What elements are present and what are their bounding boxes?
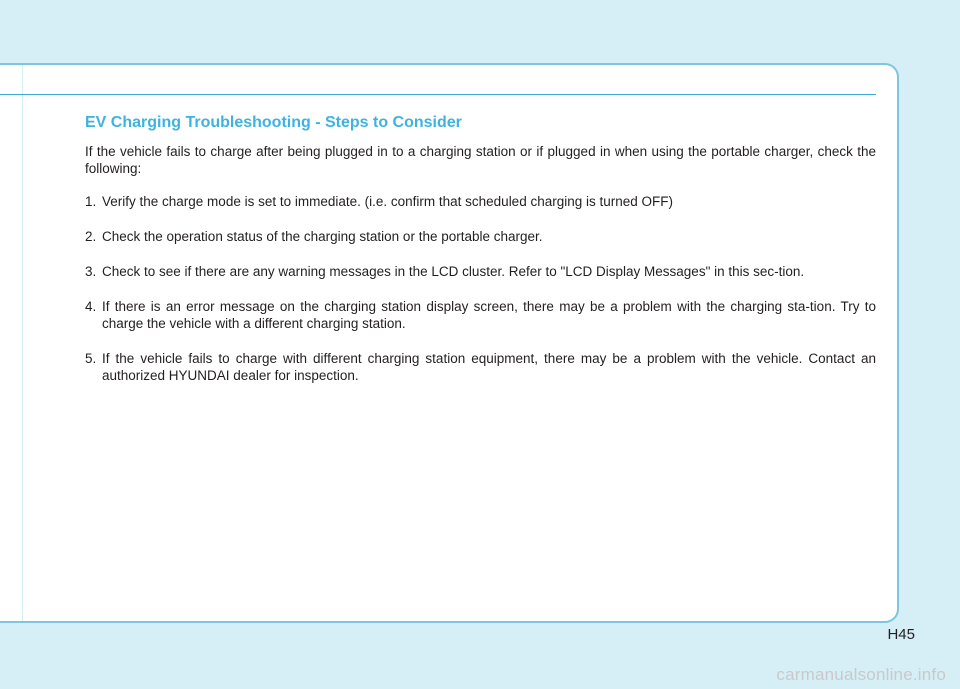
step-text: Check the operation status of the charging station or the portable charger. bbox=[102, 229, 543, 244]
intro-paragraph: If the vehicle fails to charge after being plugged in to a charging station or if plugged in when using the portable charger, check the following: bbox=[85, 144, 876, 176]
page-number: H45 bbox=[887, 626, 915, 643]
step-item bbox=[85, 298, 876, 332]
step-text: Check to see if there are any warning messages in the LCD cluster. Refer to "LCD Display Messages" in this sec-tion. bbox=[102, 264, 805, 279]
step-number: 2. bbox=[85, 229, 97, 244]
step-number: 5. bbox=[85, 351, 97, 366]
step-number: 3. bbox=[85, 264, 97, 279]
margin-line bbox=[22, 65, 23, 621]
step-text: Verify the charge mode is set to immediate. (i.e. confirm that scheduled charging is turned OFF) bbox=[102, 194, 674, 209]
steps-list bbox=[85, 193, 876, 384]
step-item bbox=[85, 228, 876, 245]
step-text: If there is an error message on the charging station display screen, there may be a problem with the charging sta-tion. Try to charge the vehicle with a different charging station. bbox=[102, 299, 876, 331]
watermark: carmanualsonline.info bbox=[776, 665, 946, 684]
step-item bbox=[85, 350, 876, 384]
content-panel bbox=[0, 63, 899, 623]
header-rule bbox=[0, 94, 876, 95]
section-content bbox=[85, 114, 876, 402]
step-item bbox=[85, 263, 876, 280]
step-item bbox=[85, 193, 876, 210]
step-text: If the vehicle fails to charge with different charging station equipment, there may be a problem with the vehicle. Contact an authorized HYUNDAI dealer for inspection. bbox=[102, 351, 876, 383]
section-title: EV Charging Troubleshooting - Steps to Consider bbox=[85, 114, 462, 131]
step-number: 1. bbox=[85, 194, 97, 209]
step-number: 4. bbox=[85, 299, 97, 314]
